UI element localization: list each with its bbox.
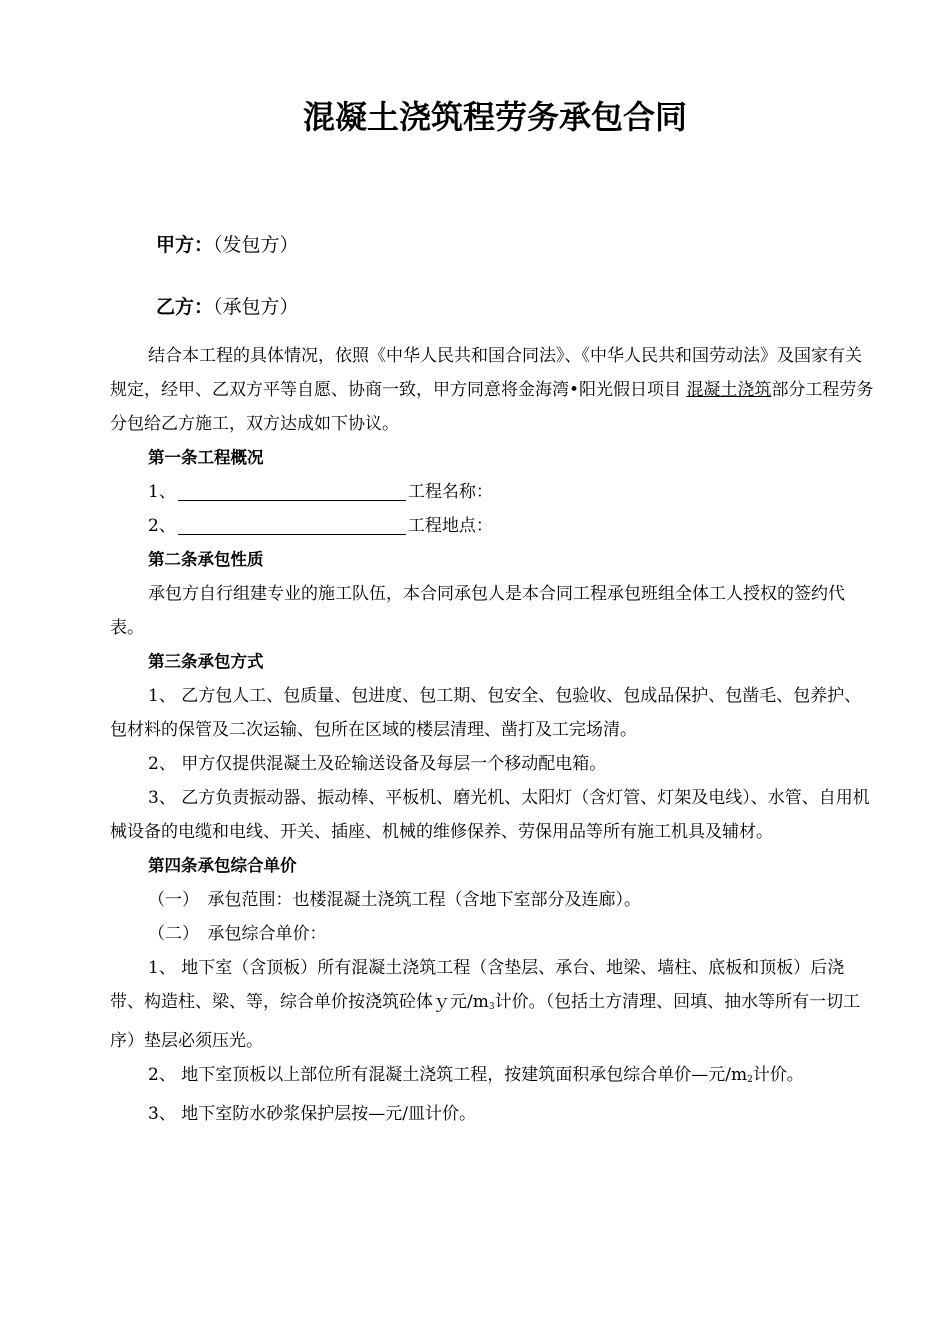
party-b-role: （承包方）: [213, 296, 299, 318]
article-1-item-1: 1、 工程名称：: [148, 482, 493, 502]
blank-line: [178, 480, 406, 501]
article-3-item-2: 2、 甲方仅提供混凝土及砼输送设备及每层一个移动配电箱。: [148, 754, 607, 774]
blank-line: [178, 514, 406, 535]
contract-body: [110, 339, 878, 1131]
intro-paragraph: 结合本工程的具体情况，依照《中华人民共和国合同法》、《中华人民共和国劳动法》及国家有关规定，经甲、乙双方平等自愿、协商一致，甲方同意将金海湾•阳光假日项目 混凝土浇筑部分工程劳务分包给乙方施工，双方达成如下协议。: [110, 346, 874, 434]
article-2-heading: 第二条承包性质: [148, 550, 264, 569]
article-4-price-title: （二） 承包综合单价：: [148, 924, 327, 944]
party-a-role: （发包方）: [213, 234, 299, 256]
article-1-item-2: 2、 工程地点：: [148, 516, 493, 536]
article-3-item-1: 1、 乙方包人工、包质量、包进度、包工期、包安全、包验收、包成品保护、包凿毛、包养护、包材料的保管及二次运输、包所在区域的楼层清理、凿打及工完场清。: [110, 686, 862, 740]
article-4-scope: （一） 承包范围：也楼混凝土浇筑工程（含地下室部分及连廊）。: [148, 890, 641, 910]
article-3-heading: 第三条承包方式: [148, 652, 264, 671]
article-1-heading: 第一条工程概况: [148, 448, 264, 467]
article-4-item-3: 3、 地下室防水砂浆保护层按—元/皿计价。: [148, 1104, 476, 1124]
party-b: [156, 292, 299, 319]
document-title: 混凝土浇筑程劳务承包合同: [302, 98, 687, 136]
article-3-item-3: 3、 乙方负责振动器、振动棒、平板机、磨光机、太阳灯（含灯管、灯架及电线）、水管、自用机械设备的电缆和电线、开关、插座、机械的维修保养、劳保用品等所有施工机具及辅材。: [110, 788, 870, 842]
party-a: [156, 230, 299, 257]
article-2-text: 承包方自行组建专业的施工队伍，本合同承包人是本合同工程承包班组全体工人授权的签约代表。: [110, 584, 845, 638]
article-4-item-1: 1、 地下室（含顶板）所有混凝土浇筑工程（含垫层、承台、地梁、墙柱、底板和顶板）后浇带、构造柱、梁、等，综合单价按浇筑砼体ｙ元$/m_3$计价。（包括土方清理、回填、抽水等所有一切工序）垫层必须压光。: [110, 958, 861, 1051]
article-4-item-2: 2、 地下室顶板以上部位所有混凝土浇筑工程，按建筑面积承包综合单价—元$/m_2$计价。: [148, 1065, 804, 1085]
article-4-heading: 第四条承包综合单价: [148, 856, 297, 875]
party-b-label: 乙方：: [156, 296, 214, 318]
party-a-label: 甲方：: [156, 234, 214, 256]
project-part: 混凝土浇筑: [686, 380, 772, 400]
